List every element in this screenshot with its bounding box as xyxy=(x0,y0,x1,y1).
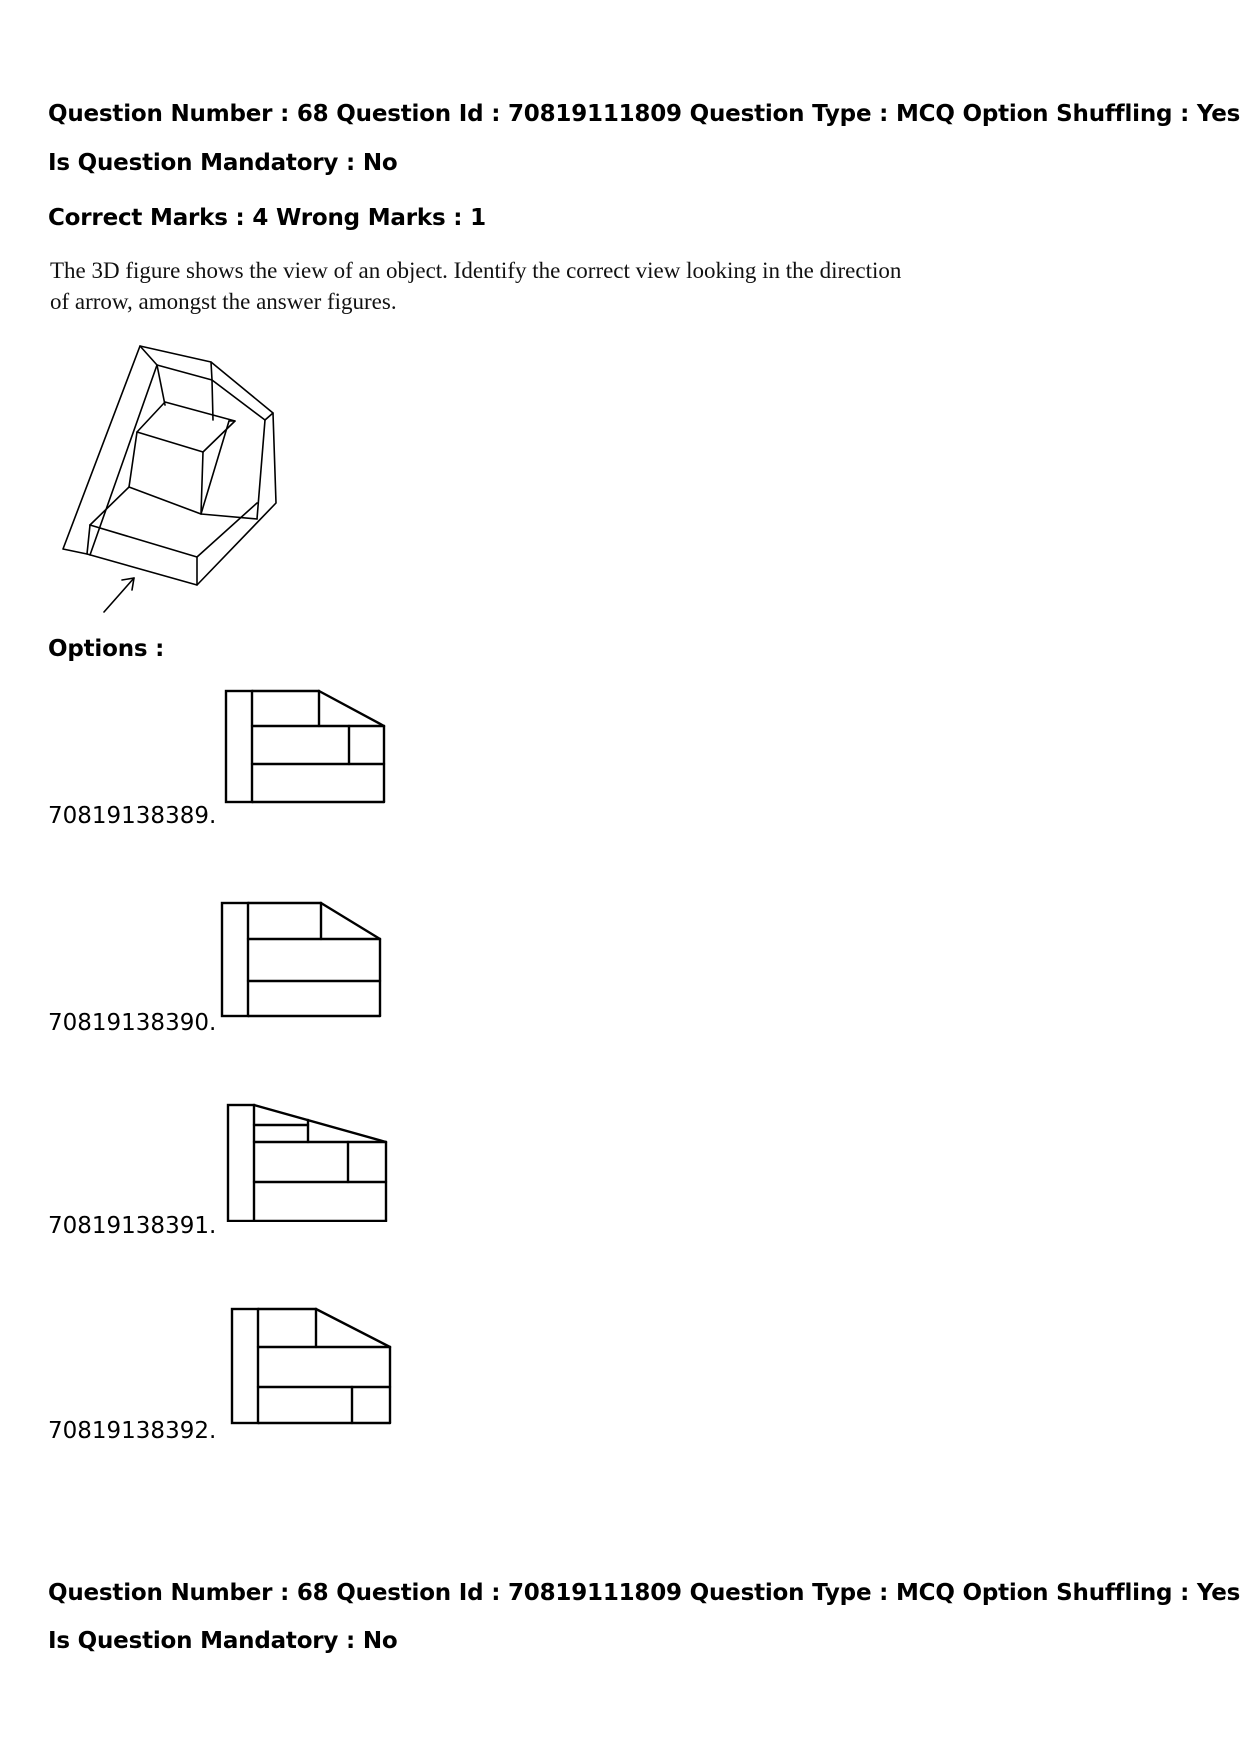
isometric-3d-figure xyxy=(55,330,295,620)
question-header: Question Number : 68 Question Id : 70819111809 Question Type : MCQ Option Shuffling : Yes xyxy=(48,101,1240,127)
option-3-figure[interactable] xyxy=(224,1102,394,1222)
question-2-mandatory: Is Question Mandatory : No xyxy=(48,1628,398,1654)
marks-line: Correct Marks : 4 Wrong Marks : 1 xyxy=(48,205,486,231)
option-4-figure[interactable] xyxy=(228,1306,398,1426)
option-2-id[interactable]: 70819138390. xyxy=(48,1010,217,1036)
question-text xyxy=(50,255,950,317)
question-2-header: Question Number : 68 Question Id : 70819111809 Question Type : MCQ Option Shuffling : Yes xyxy=(48,1580,1240,1606)
option-2-figure[interactable] xyxy=(218,900,388,1020)
question-text-line-2: of arrow, amongst the answer figures. xyxy=(50,289,397,314)
option-1-figure[interactable] xyxy=(222,688,392,808)
options-label: Options : xyxy=(48,636,165,662)
option-4-id[interactable]: 70819138392. xyxy=(48,1418,217,1444)
option-3-id[interactable]: 70819138391. xyxy=(48,1213,217,1239)
option-1-id[interactable]: 70819138389. xyxy=(48,803,217,829)
question-text-line-1: The 3D figure shows the view of an object. Identify the correct view looking in the direction xyxy=(50,258,902,283)
question-mandatory: Is Question Mandatory : No xyxy=(48,150,398,176)
